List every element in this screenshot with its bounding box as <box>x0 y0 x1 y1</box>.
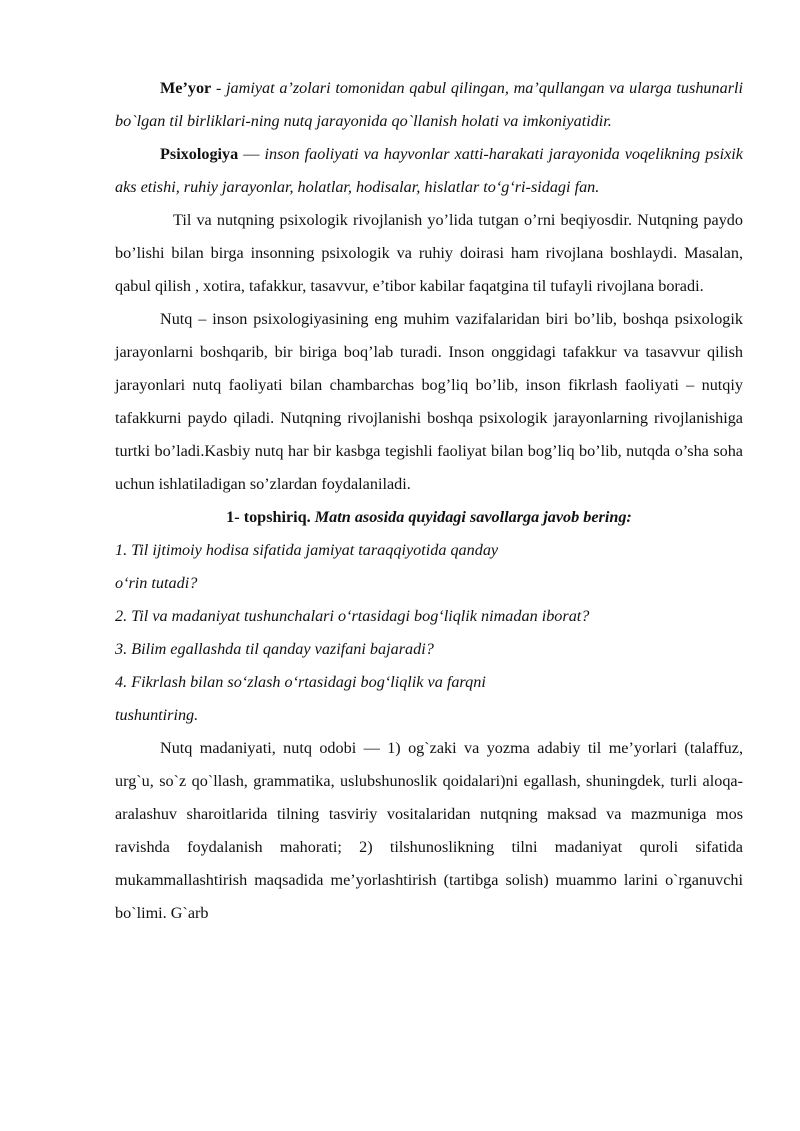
question-1-line2: o‘rin tutadi? <box>115 574 198 592</box>
definition-text: jamiyat a’zolari tomonidan qabul qilingan, ma’qullangan va ularga tushunarli bo`lgan til birliklari-ning nutq jarayonida qo`llanish holati va imkoniyatidir. <box>115 79 743 130</box>
question-4-line2: tushuntiring. <box>115 706 199 724</box>
term-psixologiya: Psixologiya <box>160 145 239 163</box>
task-label: 1- topshiriq. <box>226 508 311 526</box>
definition-psixologiya <box>115 138 743 204</box>
question-2: 2. Til va madaniyat tushunchalari o‘rtasidagi bog‘liqlik nimadan iborat? <box>115 607 590 625</box>
paragraph-nutq-madaniyati: Nutq madaniyati, nutq odobi — 1) og`zaki va yozma adabiy til me’yorlari (talaffuz, urg`u, so`z qo`llash, grammatika, uslubshunoslik qoidalari)ni egallash, shuningdek, turli aloqa-aralashuv sharoitlarida tilning tasviriy vositalaridan nutqning maksad va mazmuniga mos ravishda foydalanish mahorati; 2) tilshunoslikning tilni madaniyat quroli sifatida mukammallashtirish maqsadida me’yorlashtirish (tartibga solish) muammo larini o`rganuvchi bo`limi. G`arb <box>115 739 743 922</box>
question-1-line1: 1. Til ijtimoiy hodisa sifatida jamiyat taraqqiyotida qanday <box>115 541 499 559</box>
term-meyor: Me’yor <box>160 79 212 97</box>
question-4-line1: 4. Fikrlash bilan so‘zlash o‘rtasidagi bog‘liqlik va farqni <box>115 673 486 691</box>
definition-meyor <box>115 72 743 138</box>
task-heading <box>115 501 743 534</box>
task-instruction: Matn asosida quyidagi savollarga javob bering: <box>314 508 632 526</box>
definition-text: inson faoliyati va hayvonlar xatti-harakati jarayonida voqelikning psixik aks etishi, ruhiy jarayonlar, holatlar, hodisalar, hislatlar to‘g‘ri-sidagi fan. <box>115 145 743 196</box>
paragraph-nutq-psixologiya: Nutq – inson psixologiyasining eng muhim vazifalaridan biri bo’lib, boshqa psixologik jarayonlarni boshqarib, bir biriga boq’lab turadi. Inson onggidagi tafakkur va tasavvur qilish jarayonlari nutq faoliyati bilan chambarchas bog’liq bo’lib, inson fikrlash faoliyati – nutqiy tafakkurni paydo qiladi. Nutqning rivojlanishi boshqa psixologik jarayonlarning rivojlanishiga turtki bo’ladi.Kasbiy nutq har bir kasbga tegishli faoliyat bilan bog’liq bo’lib, nutqda o’sha soha uchun ishlatiladigan so’zlardan foydalaniladi. <box>115 310 743 493</box>
definition-separator: — <box>238 145 265 163</box>
definition-separator: - <box>211 79 227 97</box>
paragraph-til-psixologik: Til va nutqning psixologik rivojlanish yo’lida tutgan o’rni beqiyosdir. Nutqning paydo bo’lishi bilan birga insonning psixologik va ruhiy doirasi ham rivojlana boshlaydi. Masalan, qabul qilish , xotira, tafakkur, tasavvur, e’tibor kabilar faqatgina til tufayli rivojlana boradi. <box>115 211 743 295</box>
question-3: 3. Bilim egallashda til qanday vazifani bajaradi? <box>115 640 434 658</box>
